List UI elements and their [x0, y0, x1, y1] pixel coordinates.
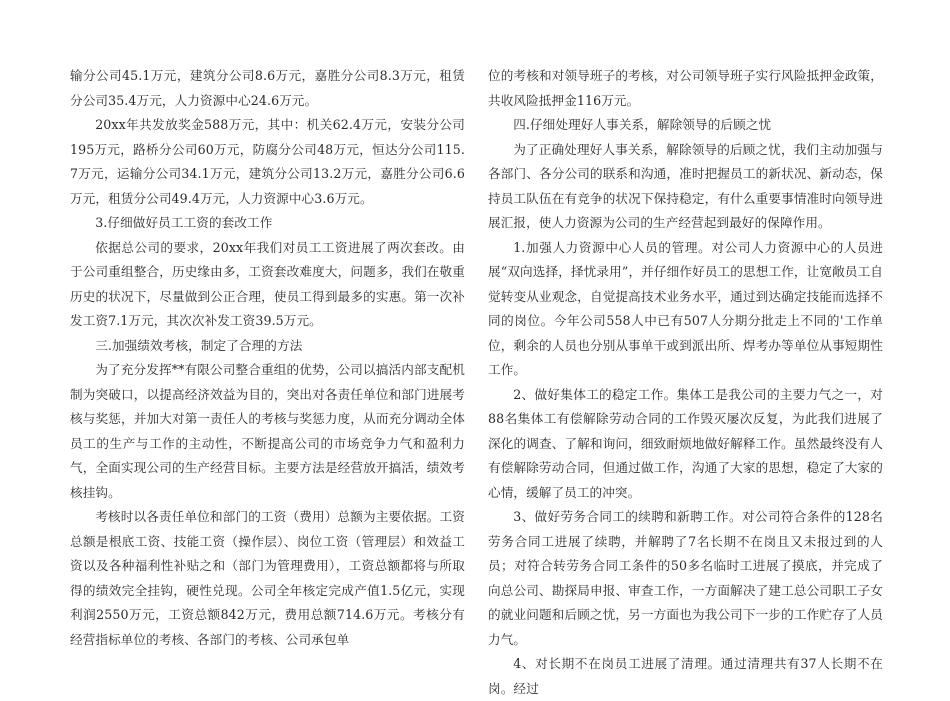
paragraph: 为了充分发挥**有限公司整合重组的优势，公司以搞活内部支配机制为突破口，以提高经济效益为目的，突出对各责任单位和部门进展考核与奖惩，并加大对第一责任人的考核与奖惩力度，从而充分调动全体员工的生产与工作的主动性，不断提高公司的市场竞争力气和盈利力气，全面实现公司的生产经营目标。主要方法是经营放开搞活，绩效考核挂钩。: [70, 362, 465, 500]
paragraph: 考核时以各责任单位和部门的工资（费用）总额为主要依据。工资总额是根底工资、技能工资（操作层）、岗位工资（管理层）和效益工资以及各种福利性补贴之和（部门为管理费用），工资总额都将与所取得的绩效完全挂钩，硬性兑现。公司全年核定完成产值1.5亿元，实现利润2550万元，工资总额842万元，费用总额714.6万元。考核分有经营指标单位的考核、各部门的考核、公司承包单: [70, 509, 465, 647]
paragraph: 1.加强人力资源中心人员的管理。对公司人力资源中心的人员进展“双向选择，择忧录用”，并仔细作好员工的思想工作，让宽敞员工自觉转变从业观念，自觉提高技术业务水平，通过到达确定技能而选择不同的岗位。今年公司558人中已有507人分期分批走上不同的'工作单位，剩余的人员也分别从事单干或到派出所、焊考办等单位从事短期性工作。: [488, 239, 883, 377]
paragraph: 位的考核和对领导班子的考核，对公司领导班子实行风险抵押金政策，共收风险抵押金116万元。: [488, 68, 883, 108]
paragraph: 依据总公司的要求，20xx年我们对员工工资进展了两次套改。由于公司重组整合，历史缘由多，工资套改难度大，问题多，我们在敬重历史的状况下，尽量做到公正合理，使员工得到最多的实惠。第一次补发工资7.1万元，其次次补发工资39.5万元。: [70, 239, 465, 328]
left-text-column: [70, 64, 465, 652]
section-heading: 四.仔细处理好人事关系，解除领导的后顾之忧: [513, 117, 772, 132]
paragraph: 4、对长期不在岗员工进展了清理。通过清理共有37人长期不在岗。经过: [488, 656, 883, 696]
section-heading: 三.加强绩效考核，制定了合理的方法: [95, 337, 303, 353]
paragraph: 20xx年共发放奖金588万元，其中：机关62.4万元，安装分公司195万元，路桥分公司60万元，防腐分公司48万元，恒达分公司115.7万元，运输分公司34.1万元，建筑分公司13.2万元，嘉胜分公司6.6万元，租赁分公司49.4万元，人力资源中心3.6万元。: [70, 117, 465, 206]
paragraph: 为了正确处理好人事关系，解除领导的后顾之忧，我们主动加强与各部门、各分公司的联系和沟通，准时把握员工的新状况、新动态，保持员工队伍在有竞争的状况下保持稳定，有什么重要事情准时向领导进展汇报，使人力资源为公司的生产经营起到最好的保障作用。: [488, 141, 883, 230]
paragraph: 3、做好劳务合同工的续聘和新聘工作。对公司符合条件的128名劳务合同工进展了续聘，并解聘了7名长期不在岗且又未报过到的人员；对符合转劳务合同工条件的50多名临时工进展了摸底，并完成了向总公司、勘探局申报、审查工作，一方面解决了建工总公司职工子女的就业问题和后顾之忧，另一方面也为我公司下一步的工作贮存了人员力气。: [488, 509, 883, 647]
paragraph: 输分公司45.1万元，建筑分公司8.6万元，嘉胜分公司8.3万元，租赁分公司35.4万元，人力资源中心24.6万元。: [70, 68, 465, 108]
right-text-column: [488, 64, 883, 701]
section-heading: 3.仔细做好员工工资的套改工作: [95, 215, 273, 230]
paragraph: 2、做好集体工的稳定工作。集体工是我公司的主要力气之一，对88名集体工有偿解除劳动合同的工作毁灭屡次反复，为此我们进展了深化的调查、了解和询问，细致耐烦地做好解释工作。虽然最终没有人有偿解除劳动合同，但通过做工作，沟通了大家的思想，稳定了大家的心情，缓解了员工的冲突。: [488, 386, 883, 500]
